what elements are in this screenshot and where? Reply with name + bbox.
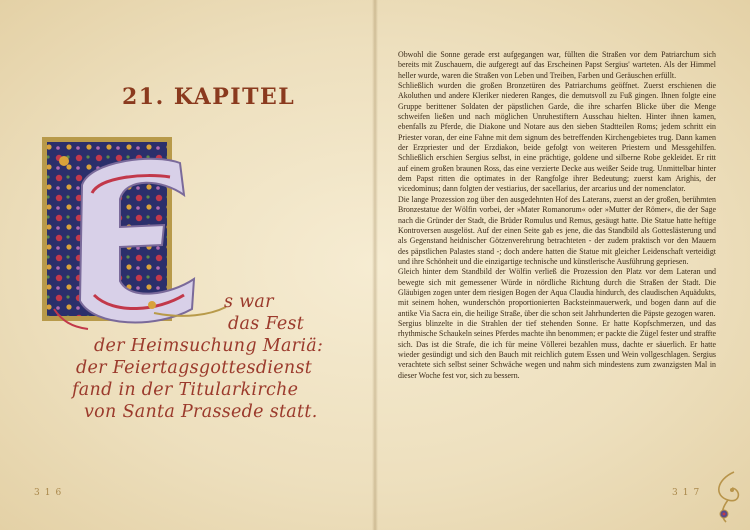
body-text-column bbox=[398, 50, 716, 381]
paragraph: Schließlich wurden die großen Bronzetüren des Patriarchums geöffnet. Zuerst erschienen die Akoluthen und andere Kleriker niederen Ranges, die demutsvoll zu Fuß gingen. Ihnen folgte eine Gruppe berittener Soldaten der päpstlichen Garde, die ihre scharfen Blicke über die Menge schweifen ließen und nach möglichen Unruhestiftern Ausschau hielten. Hinter ihnen kamen, ebenfalls zu Pferde, die Diakone und Notare aus den sieben Stadtteilen Roms; jedem schritt ein Priester voran, der eine Fahne mit dem signum des betreffenden Kirchengebietes trug. Dann kamen der Erzpriester und der Erzdiakon, beide gefolgt von weiteren Priestern und Messgehilfen. Schließlich erschien Sergius selbst, in eine prächtige, goldene und silberne Robe gekleidet. Er ritt auf einem großen braunen Ross, das eine verzierte Decke aus weißer Seide trug. Unmittelbar hinter dem Papst ritten die optimates in der Rangfolge ihrer Bedeutung; zuerst kam Arighis, der vicedominus; dann folgten der vestiarius, der sacellarius, der arcarius und der nomenclator. bbox=[398, 81, 716, 194]
page-number-right: 317 bbox=[672, 488, 705, 498]
paragraph: Gleich hinter dem Standbild der Wölfin verließ die Prozession den Platz vor dem Lateran und bewegte sich mit gemessener Würde in nördliche Richtung durch die Straßen der Stadt. Die Gläubigen zogen unter dem riesigen Bogen der Aqua Claudia hindurch, des claudischen Aquädukts, mit seinem hohen, wunderschön proportionierten Backsteinmauerwerk, und bogen dann auf die antike Via Sacra ein, die heilige Straße, über die schon seit Jahrhunderten die Päpste gezogen waren. bbox=[398, 267, 716, 318]
gold-flourish-icon bbox=[706, 468, 748, 526]
paragraph: Obwohl die Sonne gerade erst aufgegangen war, füllten die Straßen vor dem Patriarchum sich bereits mit Zuschauern, die aufgeregt auf das Erscheinen Papst Sergius' warteten. Als der Himmel heller wurde, waren die Straßen von Leben und Treiben, Farben und Geräuschen erfüllt. bbox=[398, 50, 716, 80]
paragraph: Die lange Prozession zog über den ausgedehnten Hof des Laterans, zuerst an der großen, berühmten Bronzestatue der Wölfin vorbei, der »Mater Romanorum« oder »Mutter der Römer«, die der Sage nach die Gründer der Stadt, die Brüder Romulus und Remus, gesäugt hatte. Die Statue hatte heftige Kontroversen ausgelöst. Auf der einen Seite gab es jene, die das Standbild als Gotteslästerung und als Gegenstand heidnischer Götzenverehrung betrachteten - der zudem praktisch vor den Mauern des päpstlichen Palastes stand -; doch andere hatten die Statue mit gleicher Leidenschaft verteidigt und ihre Schönheit und die einzigartige technische und künstlerische Ausführung gepriesen. bbox=[398, 194, 716, 266]
paragraph: Sergius blinzelte in die Strahlen der tief stehenden Sonne. Er hatte Kopfschmerzen, und das rhythmische Schaukeln seines Pferdes machte ihn benommen; er packte die Zügel fester und straffte sich. Das ist die Strafe, die ich für meine Völlerei bezahlen muss, dachte er säuerlich. Er hatte wieder gesündigt und sich den Bauch mit reichlich gutem Essen und Wein vollgeschlagen. Sergius verachtete sich selbst seiner Schwäche wegen und nahm sich mindestens zum zwanzigsten Mal in dieser Woche fest vor, sich zu bessern. bbox=[398, 318, 716, 380]
drop-line-5: fand in der Titularkirche bbox=[72, 380, 299, 400]
page-number-left: 316 bbox=[34, 488, 67, 498]
drop-line-1: s war bbox=[224, 292, 274, 312]
drop-line-6: von Santa Prassede statt. bbox=[84, 402, 318, 422]
chapter-title: 21. KAPITEL bbox=[122, 84, 296, 110]
drop-line-2: das Fest bbox=[228, 314, 305, 334]
illuminated-initial-icon bbox=[34, 133, 230, 331]
drop-line-4: der Feiertagsgottesdienst bbox=[76, 358, 313, 378]
drop-line-3: der Heimsuchung Mariä: bbox=[94, 336, 324, 356]
book-gutter bbox=[372, 0, 378, 530]
